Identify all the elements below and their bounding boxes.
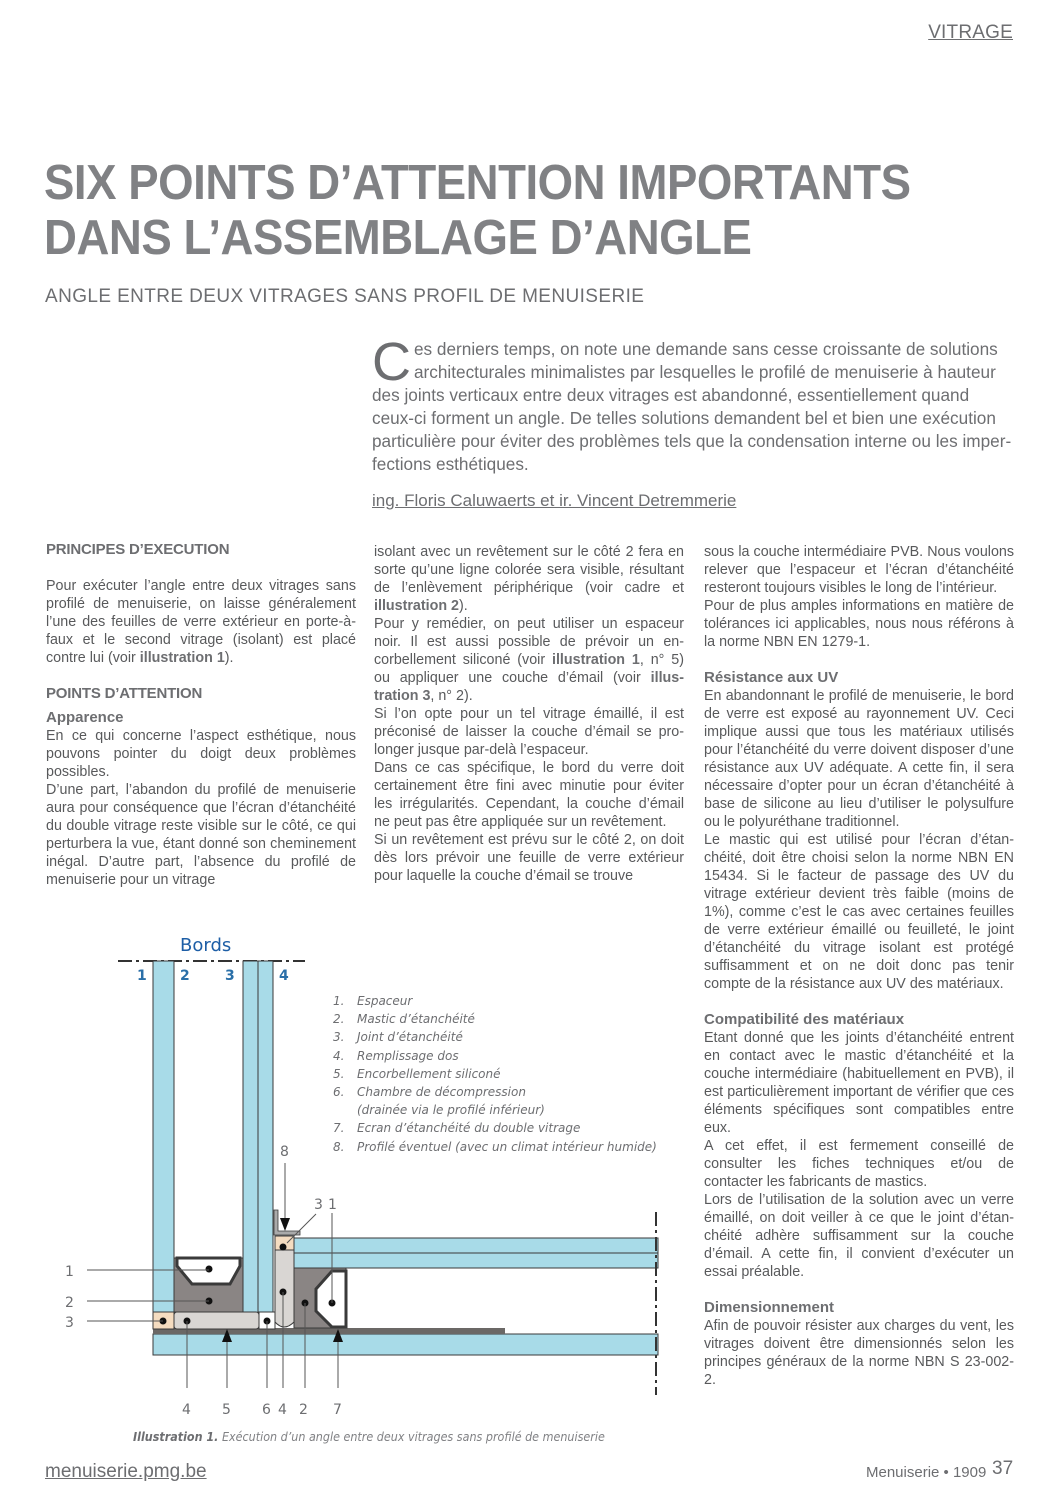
legend-number: 3. <box>333 1030 345 1045</box>
footer-website-link[interactable]: menuiserie.pmg.be <box>45 1461 207 1482</box>
face-label: 2 <box>180 968 190 984</box>
lead-text: es derniers temps, on note une demande sans cesse croissante de solutions architecturales minimalistes par lesquelles le profilé de menuiserie à hauteur des joints verticaux entre deux vitrages est abandonné, essentiellement quand ceux-ci forment un angle. De telles solutions demandent bel et bien une exécution particulière pour éviter des problèmes tels que la condensation interne ou les imperfections esthétiques. <box>372 339 1012 474</box>
paragraph: Dans ce cas spécifique, le bord du verre doit certainement être fini avec minutie pour éviter les irrégularités. Cependant, la couche d’émail ne peut pas être appliquée sur un revêtement. <box>374 760 684 830</box>
text: , n° 2). <box>430 688 473 704</box>
callout-dot <box>280 1244 287 1251</box>
legend-text: Encorbellement siliconé <box>357 1066 501 1081</box>
callout-number: 4 <box>278 1402 287 1418</box>
paragraph <box>374 543 684 615</box>
bords-label: Bords <box>180 935 232 956</box>
callout-number: 3 <box>65 1315 74 1331</box>
legend-text: Mastic d’étanchéité <box>357 1012 475 1027</box>
callout-number: 1 <box>328 1197 337 1213</box>
illustration-ref: illustration 2 <box>374 598 459 614</box>
callout-number: 3 <box>314 1197 323 1213</box>
subheading-apparence: Apparence <box>46 709 124 726</box>
dropcap: C <box>372 332 411 392</box>
callout-number: 4 <box>182 1402 191 1418</box>
legend-number: 6. <box>333 1085 345 1100</box>
legend-item <box>333 1047 657 1065</box>
face-label: 1 <box>137 968 147 984</box>
paragraph: Si un revêtement est prévu sur le côté 2, on doit dès lors prévoir une feuille de verre extérieur pour laquelle la couche d’émail se trouve <box>374 832 684 884</box>
text: ). <box>459 598 468 614</box>
paragraph: En abandonnant le profilé de menuiserie, le bord de verre est exposé au rayonnement UV. Ceci implique aussi que tous les matériaux utilisés pour l’étanchéité du verre doivent disposer d’une résistance aux UV adéquate. A cette fin, il sera nécessaire d’opter pour un écran d’étanchéité à base de silicone au lieu d’utiliser le polysulfure ou le polyuréthane traditionnel. <box>704 688 1014 830</box>
callout-number: 5 <box>222 1402 231 1418</box>
arrow-down-icon <box>280 1218 290 1231</box>
legend-item <box>333 1138 657 1156</box>
legend-item <box>333 1010 657 1028</box>
glass-pane-horizontal-b <box>294 1253 658 1268</box>
callout-number: 6 <box>262 1402 271 1418</box>
backfill-vertical <box>275 1248 294 1327</box>
text: isolant avec un revêtement sur le côté 2 fera en sorte qu’une ligne colorée sera visible, résultant de l’enlèvement périphérique (voir cadre et <box>374 544 684 596</box>
column-3 <box>704 543 1014 1389</box>
legend-item <box>333 1083 657 1101</box>
illustration-ref: illustration 1 <box>139 650 225 666</box>
apparence-paragraph-1: En ce qui concerne l’aspect esthétique, nous pouvons pointer du doigt deux problèmes possibles. <box>46 728 356 780</box>
authors-link[interactable]: ing. Floris Caluwaerts et ir. Vincent Detremmerie <box>372 491 737 510</box>
face-label: 4 <box>279 968 289 984</box>
callout-number: 7 <box>333 1402 342 1418</box>
legend-number: 1. <box>333 994 345 1008</box>
text: ). <box>224 650 234 666</box>
glass-pane-horizontal-a <box>294 1238 658 1253</box>
subheading-uv: Résistance aux UV <box>704 669 839 686</box>
legend-text: Joint d’étanchéité <box>357 1030 463 1045</box>
paragraph: Etant donné que les joints d’étanchéité entrent en contact avec le mastic d’étanchéité et la couche intermédiaire (habituellement en PVB), il est particulièrement important de vérifier que ces éléments spécifiques sont compatibles entre eux. <box>704 1030 1014 1136</box>
legend-continuation: (drainée via le profilé inférieur) <box>357 1103 545 1118</box>
title-line-2: DANS L’ASSEMBLAGE D’ANGLE <box>44 211 752 265</box>
glass-pane-outer <box>153 961 174 1316</box>
legend-number: 2. <box>333 1012 345 1027</box>
article-subtitle: ANGLE ENTRE DEUX VITRAGES SANS PROFIL DE MENUISERIE <box>45 286 645 307</box>
glass-pane-inner-b <box>258 961 273 1316</box>
column-1 <box>46 541 356 889</box>
callout-number: 2 <box>299 1402 308 1418</box>
legend-number: 8. <box>333 1139 345 1154</box>
legend-number: 4. <box>333 1048 345 1063</box>
text: , n° 5) ou appliquer une couche d’émail (voir <box>374 652 684 686</box>
subheading-dim: Dimensionnement <box>704 1299 835 1316</box>
paragraph: sous la couche intermédiaire PVB. Nous voulons relever que l’espaceur et l’écran d’étanchéité resteront toujours visibles le long de l’intérieur. <box>704 544 1014 596</box>
caption-label: Illustration 1. <box>133 1430 219 1444</box>
legend-item <box>333 1119 657 1137</box>
paragraph: Afin de pouvoir résister aux charges du vent, les vitrages doivent être dimensionnés selon les principes généraux de la norme NBN S 23-002-2. <box>704 1318 1014 1388</box>
section-tag: VITRAGE <box>928 22 1013 43</box>
column-2 <box>374 543 684 885</box>
footer-magazine-issue: Menuiserie • 1909 <box>866 1464 987 1481</box>
paragraph: Pour de plus amples informations en matière de tolérances ici applicables, nous nous référons à la norme NBN EN 1279-1. <box>704 598 1014 650</box>
text: Pour y remédier, on peut utiliser un espaceur noir. Il est aussi possible de prévoir un encorbellement siliconé (voir <box>374 616 684 668</box>
paragraph: A cet effet, il est fermement conseillé de consulter les fiches techniques et/ou de contacter les fabricants de mastics. <box>704 1138 1014 1190</box>
paragraph: Si l’on opte pour un tel vitrage émaillé, il est préconisé de laisser la couche d’émail se prolonger jusque par-delà l’espaceur. <box>374 706 684 758</box>
face-label: 3 <box>225 968 235 984</box>
legend-text: Profilé éventuel (avec un climat intérieur humide) <box>357 1139 657 1154</box>
text: Pour exécuter l’angle entre deux vitrages sans profilé de menuiserie, on laisse généralement l’une des feuilles de verre extérieur en porte-à-faux et le second vitrage (isolant) est placé contre lui (voir <box>46 578 356 666</box>
legend-text: Remplissage dos <box>357 1048 459 1063</box>
legend-item <box>333 992 657 1010</box>
legend-text: Chambre de décompression <box>357 1085 526 1100</box>
callout-number: 2 <box>65 1295 74 1311</box>
legend-item <box>333 1065 657 1083</box>
legend-number: 5. <box>333 1066 345 1081</box>
illustration-legend <box>333 992 657 1156</box>
page-number: 37 <box>992 1458 1014 1479</box>
paragraph: Lors de l’utilisation de la solution avec un verre émaillé, on doit veiller à ce que le joint d’étanchéité adhère suffisamment sur la couche d’émail. A cette fin, il convient d’exécuter un essai préalable. <box>704 1192 1014 1280</box>
article-title <box>44 156 937 266</box>
paragraph: Le mastic qui est utilisé pour l’écran d’étanchéité, doit être choisi selon la norme NBN EN 15434. Si le facteur de passage des UV du vitrage extérieur devient très faible (moins de 1%), comme c’est le cas avec certaines feuilles de verre extérieur émaillé ou feuilleté, le joint d’étanchéité du vitrage isolant est protégé suffisamment et on ne doit donc pas tenir compte de la résistance aux UV des matériaux. <box>704 832 1014 992</box>
legend-item <box>333 1028 657 1046</box>
illustration-caption <box>133 1430 605 1444</box>
caption-text: Exécution d’un angle entre deux vitrages sans profilé de menuiserie <box>221 1430 605 1444</box>
paragraph <box>374 615 684 705</box>
illustration-ref: illustration 3 <box>374 670 684 704</box>
apparence-paragraph-2: D’une part, l’abandon du profilé de menuiserie aura pour conséquence que l’écran d’étanchéité du double vitrage reste visible sur le côté, ce qui perturbera la vue, étant donné son cheminement inégal. D’autre part, l’absence du profilé de menuiserie pour un vitrage <box>46 782 356 888</box>
legend-text: Espaceur <box>357 994 413 1008</box>
glass-pane-inner-a <box>243 961 258 1316</box>
principes-paragraph <box>46 577 356 667</box>
callout-number: 8 <box>280 1144 289 1160</box>
legend-number: 7. <box>333 1121 345 1136</box>
callout-number: 1 <box>65 1264 74 1280</box>
heading-principes: PRINCIPES D’EXECUTION <box>46 541 230 558</box>
heading-points: POINTS D’ATTENTION <box>46 685 203 702</box>
subheading-compat: Compatibilité des matériaux <box>704 1011 905 1028</box>
legend-text: Ecran d’étanchéité du double vitrage <box>357 1121 581 1136</box>
illustration-ref: illustration 1 <box>551 652 640 668</box>
lead-paragraph <box>372 332 1012 476</box>
title-line-1: SIX POINTS D’ATTENTION IMPORTANTS <box>44 156 911 210</box>
callout-dot <box>206 1266 213 1273</box>
